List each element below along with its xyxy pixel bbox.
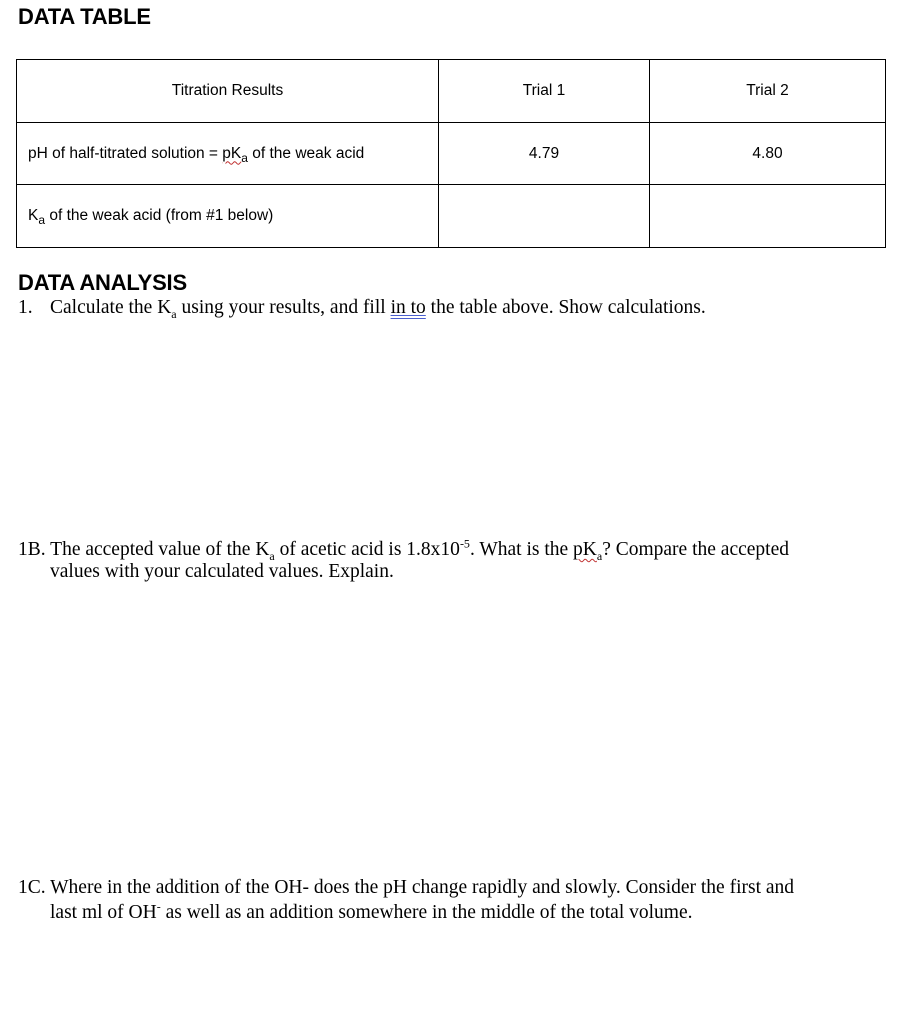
question-1c-line-1: 1C. Where in the addition of the OH- does the pH change rapidly and slowly. Consider the first and (18, 877, 795, 898)
row-ph-label-suffix: of the weak acid (247, 144, 365, 162)
question-1 (18, 297, 878, 319)
ka-subscript: a (38, 213, 46, 228)
data-analysis-heading: DATA ANALYSIS (18, 270, 187, 295)
question-1b-pka-term (573, 539, 603, 563)
row-ka-label-suffix: of the weak acid (from #1 below) (45, 207, 274, 224)
question-1b-text-post: ? Compare the accepted (602, 539, 789, 560)
row-ka-label (17, 185, 439, 248)
table-header-row (17, 60, 886, 123)
question-1b-text-mid2: . What is the (469, 539, 574, 560)
data-table-heading: DATA TABLE (18, 4, 151, 29)
row-ka-trial-2-value[interactable] (650, 185, 886, 248)
pka-term (222, 144, 248, 165)
question-1-text-pre: Calculate the K (50, 297, 172, 318)
question-1b (18, 536, 878, 583)
header-trial-1: Trial 1 (439, 60, 650, 123)
question-1c-line-2-post: as well as an addition somewhere in the middle of the total volume. (160, 902, 693, 923)
table-row-ka (17, 185, 886, 248)
question-1-number: 1. (18, 297, 33, 318)
row-ka-trial-1-value[interactable] (439, 185, 650, 248)
question-1-text-post: the table above. Show calculations. (425, 297, 706, 318)
question-1-ka-subscript: a (171, 306, 177, 321)
table-row-ph (17, 123, 886, 185)
pka-p-k: pK (222, 144, 242, 162)
question-1b-text-mid: of acetic acid is 1.8x10 (274, 539, 460, 560)
question-1c-oh-superscript: - (156, 899, 161, 914)
ka-k: K (28, 207, 39, 224)
question-1-underlined-phrase: in to (390, 297, 426, 318)
pka-subscript: a (241, 150, 248, 165)
titration-results-table (16, 59, 886, 248)
question-1b-ka-subscript: a (269, 548, 275, 563)
question-1b-line-2: values with your calculated values. Explain. (50, 561, 394, 582)
header-trial-2: Trial 2 (650, 60, 886, 123)
question-1b-text-pre: 1B. The accepted value of the K (18, 539, 270, 560)
header-titration-results: Titration Results (17, 60, 439, 123)
question-1c (18, 875, 878, 925)
question-1c-line-2-pre: last ml of OH (50, 902, 157, 923)
row-ph-label (17, 123, 439, 185)
question-1c-line-2 (18, 900, 878, 925)
question-1b-pk: pK (573, 539, 597, 560)
question-1b-pka-subscript: a (596, 548, 603, 563)
question-1b-exponent: -5 (459, 536, 470, 551)
row-ph-trial-2-value: 4.80 (650, 123, 886, 185)
question-1-text-mid: using your results, and fill (176, 297, 391, 318)
row-ph-label-text: pH of half-titrated solution = (28, 144, 223, 162)
row-ph-trial-1-value: 4.79 (439, 123, 650, 185)
